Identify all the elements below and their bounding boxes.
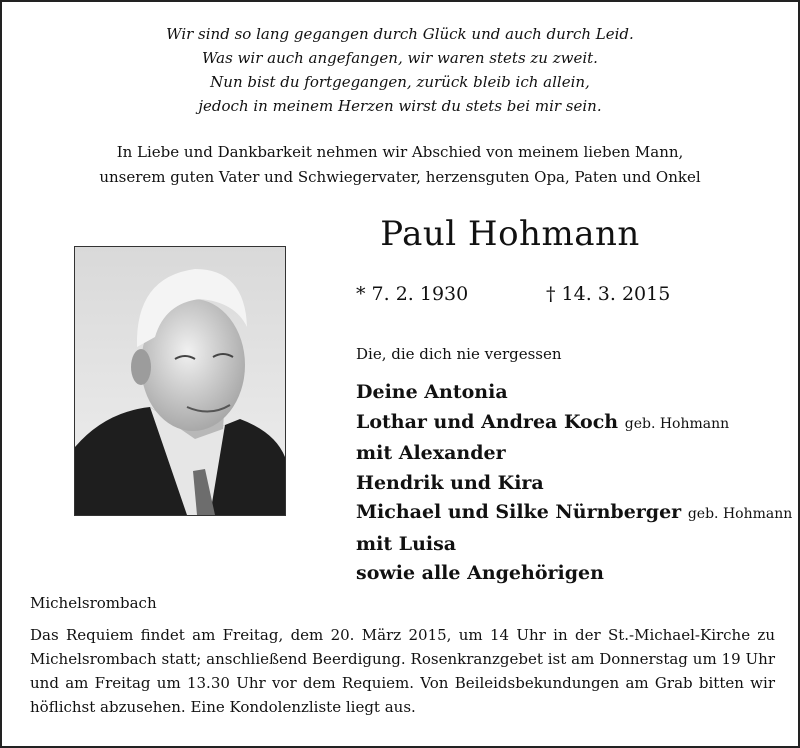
poem-line: Was wir auch angefangen, wir waren stets zu zweit.: [202, 49, 598, 67]
portrait-photo: [74, 246, 286, 516]
mourner-line: Deine Antonia: [356, 381, 508, 403]
mourner-line: mit Alexander: [356, 442, 506, 464]
mourner-line: Lothar und Andrea Koch geb. Hohmann: [356, 410, 730, 433]
mourners-list: [356, 378, 792, 589]
mourner-line: Hendrik und Kira: [356, 471, 544, 494]
place-name: Michelsrombach: [30, 594, 157, 612]
poem-line: Nun bist du fortgegangen, zurück bleib ich allein,: [210, 73, 590, 91]
mourners-subtitle: Die, die dich nie vergessen: [356, 345, 562, 363]
maiden-name-note: geb. Hohmann: [624, 415, 730, 432]
maiden-name-note: geb. Hohmann: [687, 506, 793, 522]
death-date: † 14. 3. 2015: [546, 283, 671, 305]
poem-line: jedoch in meinem Herzen wirst du stets bei mir sein.: [198, 97, 602, 115]
mourner-line: mit Luisa: [356, 532, 457, 555]
intro-line: In Liebe und Dankbarkeit nehmen wir Abschied von meinem lieben Mann,: [116, 143, 684, 161]
mourner-line: sowie alle Angehörigen: [356, 562, 604, 584]
birth-date: * 7. 2. 1930: [356, 283, 469, 305]
poem: [0, 22, 800, 118]
intro-text: [0, 140, 800, 190]
deceased-name: Paul Hohmann: [380, 214, 640, 254]
poem-line: Wir sind so lang gegangen durch Glück und auch durch Leid.: [166, 25, 634, 43]
funeral-notice-text: Das Requiem findet am Freitag, dem 20. März 2015, um 14 Uhr in der St.-Michael-Kirche zu Michelsrombach statt; anschließend Beerdigung. Rosenkranzgebet ist am Donnerstag um 19 Uhr und am Freitag um 13.30 Uhr vor dem Requiem. Von Beileidsbekundungen am Grab bitten wir höflichst abzusehen. Eine Kondolenzliste liegt aus.: [30, 626, 775, 716]
mourner-line: Michael und Silke Nürnberger geb. Hohmann: [356, 501, 793, 523]
portrait-image: [75, 247, 285, 515]
intro-line: unserem guten Vater und Schwiegervater, herzensguten Opa, Paten und Onkel: [99, 168, 701, 186]
